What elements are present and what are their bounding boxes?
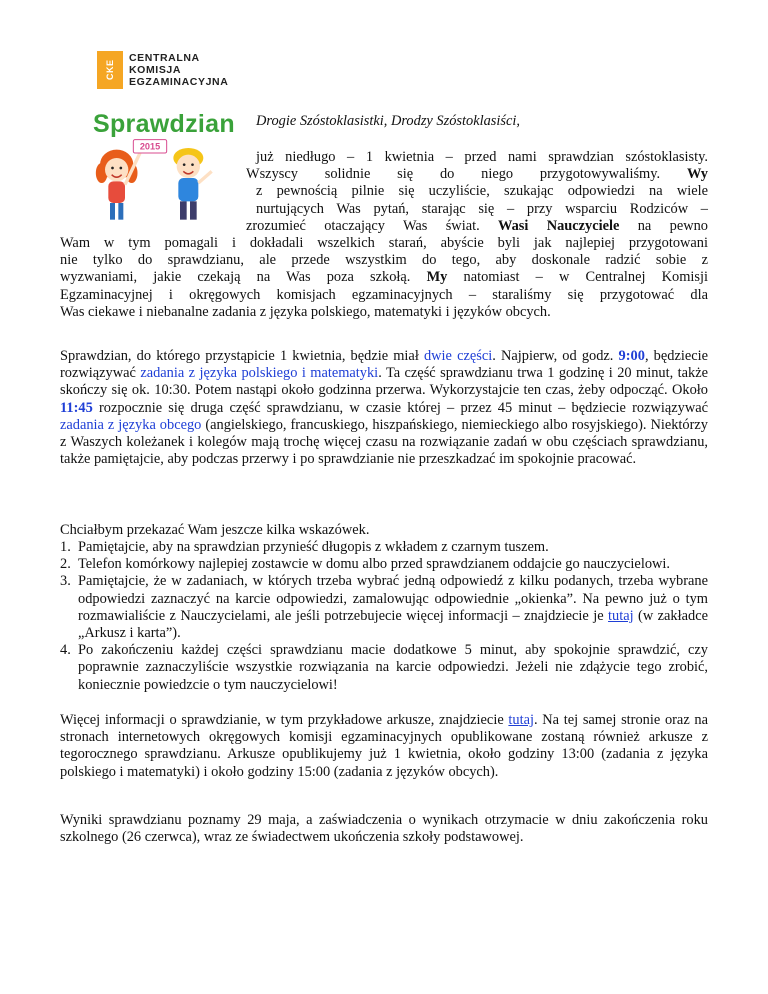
- schedule-time-start: 9:00: [618, 348, 645, 364]
- tip-item: [60, 556, 708, 573]
- year-sign-text: 2015: [139, 141, 161, 152]
- schedule-subjects-part1: zadania z języka polskiego i matematyki: [140, 365, 379, 382]
- intro-line-7: nie tylko do sprawdzianu, ale przede wszystkim do tego, aby doskonale radzić sobie z: [60, 252, 708, 269]
- greeting: Drogie Szóstoklasistki, Drodzy Szóstoklasiści,: [256, 113, 520, 129]
- results-paragraph: Wyniki sprawdzianu poznamy 29 maja, a zaświadczenia o wynikach otrzymacie w dniu zakończenia roku szkolnego (26 czerwca), wraz ze świadectwem ukończenia szkoły podstawowej.: [60, 812, 708, 846]
- intro-line-5: [246, 218, 708, 235]
- schedule-e: , będziecie rozwiązywać: [60, 348, 708, 382]
- intro-line-1: już niedługo – 1 kwietnia – przed nami sprawdzian szóstoklasisty.: [256, 149, 708, 165]
- schedule-time-part2: 11:45: [60, 399, 93, 416]
- tip-text: Pamiętajcie, aby na sprawdzian przynieść długopis z wkładem z czarnym tuszem.: [78, 539, 549, 555]
- tip-item: [60, 642, 708, 694]
- intro-line-6: Wam w tym pomagali i dokładali wszelkich starań, abyście byli jak najlepiej przygotowani: [60, 235, 708, 252]
- intro-l8c: natomiast – w Centralnej Komisji: [463, 269, 708, 286]
- arkusz-karta-link[interactable]: tutaj: [608, 607, 634, 624]
- tip-number: 3.: [60, 573, 71, 590]
- intro-l5b: Wasi Nauczyciele: [498, 217, 620, 234]
- more-a: Więcej informacji o sprawdzianie, w tym przykładowe arkusze, znajdziecie: [60, 712, 504, 728]
- tip-text-suffix: (w zakładce „Arkusz i karta”).: [78, 607, 708, 642]
- intro-l5a: zrozumieć otaczający Was świat.: [246, 217, 480, 234]
- intro-line-10: Was ciekawe i niebanalne zadania z języka polskiego, matematyki i języków obcych.: [60, 303, 551, 320]
- intro-paragraph: [60, 149, 708, 321]
- intro-line-2: [246, 166, 708, 183]
- intro-l5c: na pewno: [637, 217, 708, 234]
- schedule-k: (angielskiego, francuskiego, hiszpańskiego, niemieckiego albo rosyjskiego). Niektórzy z Waszych koleżanek i kolegów mają trochę więcej czasu na rozwiązanie zadań w obu częściach sprawdzianu, także pamiętajcie, aby podczas przerwy i po sprawdzianie nie przeszkadzać im spokojnie pracować.: [60, 416, 708, 468]
- tips-list: [60, 539, 708, 694]
- schedule-subjects-part2: zadania z języka obcego: [60, 416, 202, 433]
- schedule-a: Sprawdzian, do którego przystąpicie 1 kwietnia, będzie miał: [60, 348, 419, 364]
- intro-line-4: nurtujących Was pytań, starając się – przy wsparciu Rodziców –: [256, 200, 708, 217]
- tip-number: 1.: [60, 539, 71, 555]
- cke-logo: [97, 51, 228, 89]
- tip-number: 4.: [60, 642, 71, 659]
- schedule-paragraph: [60, 348, 708, 468]
- intro-line-8: [60, 269, 708, 286]
- intro-line-9: Egzaminacyjnej i okręgowych komisjach egzaminacyjnych – staraliśmy się przygotować dla: [60, 286, 708, 303]
- intro-l2a: Wszyscy solidnie się do niego przygotowywaliśmy.: [246, 166, 661, 183]
- logo-line-1: CENTRALNA: [129, 52, 200, 64]
- tip-item: [60, 539, 708, 556]
- more-info-link[interactable]: tutaj: [508, 712, 534, 728]
- intro-l8a: wyzwaniami, jakie czekają na Was poza szkołą.: [60, 269, 411, 286]
- cke-logo-text: [129, 52, 228, 88]
- schedule-g: . Ta część sprawdzianu trwa 1 godzinę i 20 minut, także skończy się ok. 10:30. Potem nastąpi około godzinna przerwa. Wykorzystajcie ten czas, żeby odpocząć. Około: [60, 365, 708, 399]
- more-info-paragraph: [60, 712, 708, 781]
- tip-text: Telefon komórkowy najlepiej zostawcie w domu albo przed sprawdzianem oddajcie go nauczycielowi.: [78, 556, 670, 573]
- schedule-i: rozpocznie się druga część sprawdzianu, w czasie której – przez 45 minut – będziecie rozwiązywać: [98, 399, 708, 416]
- schedule-two-parts: dwie części: [423, 348, 493, 364]
- tips-lead: Chciałbym przekazać Wam jeszcze kilka wskazówek.: [60, 522, 370, 538]
- intro-line-3: z pewnością pilnie się uczyliście, szukając odpowiedzi na wiele: [256, 183, 708, 200]
- cke-logo-mark: CKE: [97, 51, 123, 89]
- tip-text: Po zakończeniu każdej części sprawdzianu macie dodatkowe 5 minut, aby spokojnie sprawdzić, czy poprawnie zaznaczyliście wszystkie rozwiązania na karcie odpowiedzi. Jeżeli nie zdążycie tego zrobić, koniecznie powiedzcie o tym nauczycielowi!: [78, 642, 708, 693]
- tip-text: Pamiętajcie, że w zadaniach, w których trzeba wybrać jedną odpowiedź z kilku podanych, trzeba wybrane odpowiedzi zaznaczyć na karcie odpowiedzi, zamalowując odpowiednie „okienka”. Na pewno już o tym rozmawialiście z Nauczycielami, ale jeśli potrzebujecie więcej informacji – znajdziecie je: [78, 573, 708, 624]
- tip-number: 2.: [60, 556, 71, 573]
- logo-line-3: EGZAMINACYJNA: [129, 76, 229, 88]
- sprawdzian-title: Sprawdzian: [93, 110, 235, 138]
- intro-l8b: My: [426, 269, 448, 286]
- tip-item: [60, 573, 708, 642]
- more-b: . Na tej samej stronie oraz na stronach internetowych okręgowych komisji egzaminacyjnych opublikowane zostaną również arkusze z tegorocznego sprawdzianu. Arkusze opublikujemy już 1 kwietnia, około godziny 13:00 (zadania z języka polskiego i matematyki) i około godziny 15:00 (zadania z języków obcych).: [60, 712, 708, 780]
- intro-l2b: Wy: [686, 166, 708, 183]
- schedule-c: . Najpierw, od godz.: [492, 348, 614, 364]
- logo-line-2: KOMISJA: [129, 64, 182, 76]
